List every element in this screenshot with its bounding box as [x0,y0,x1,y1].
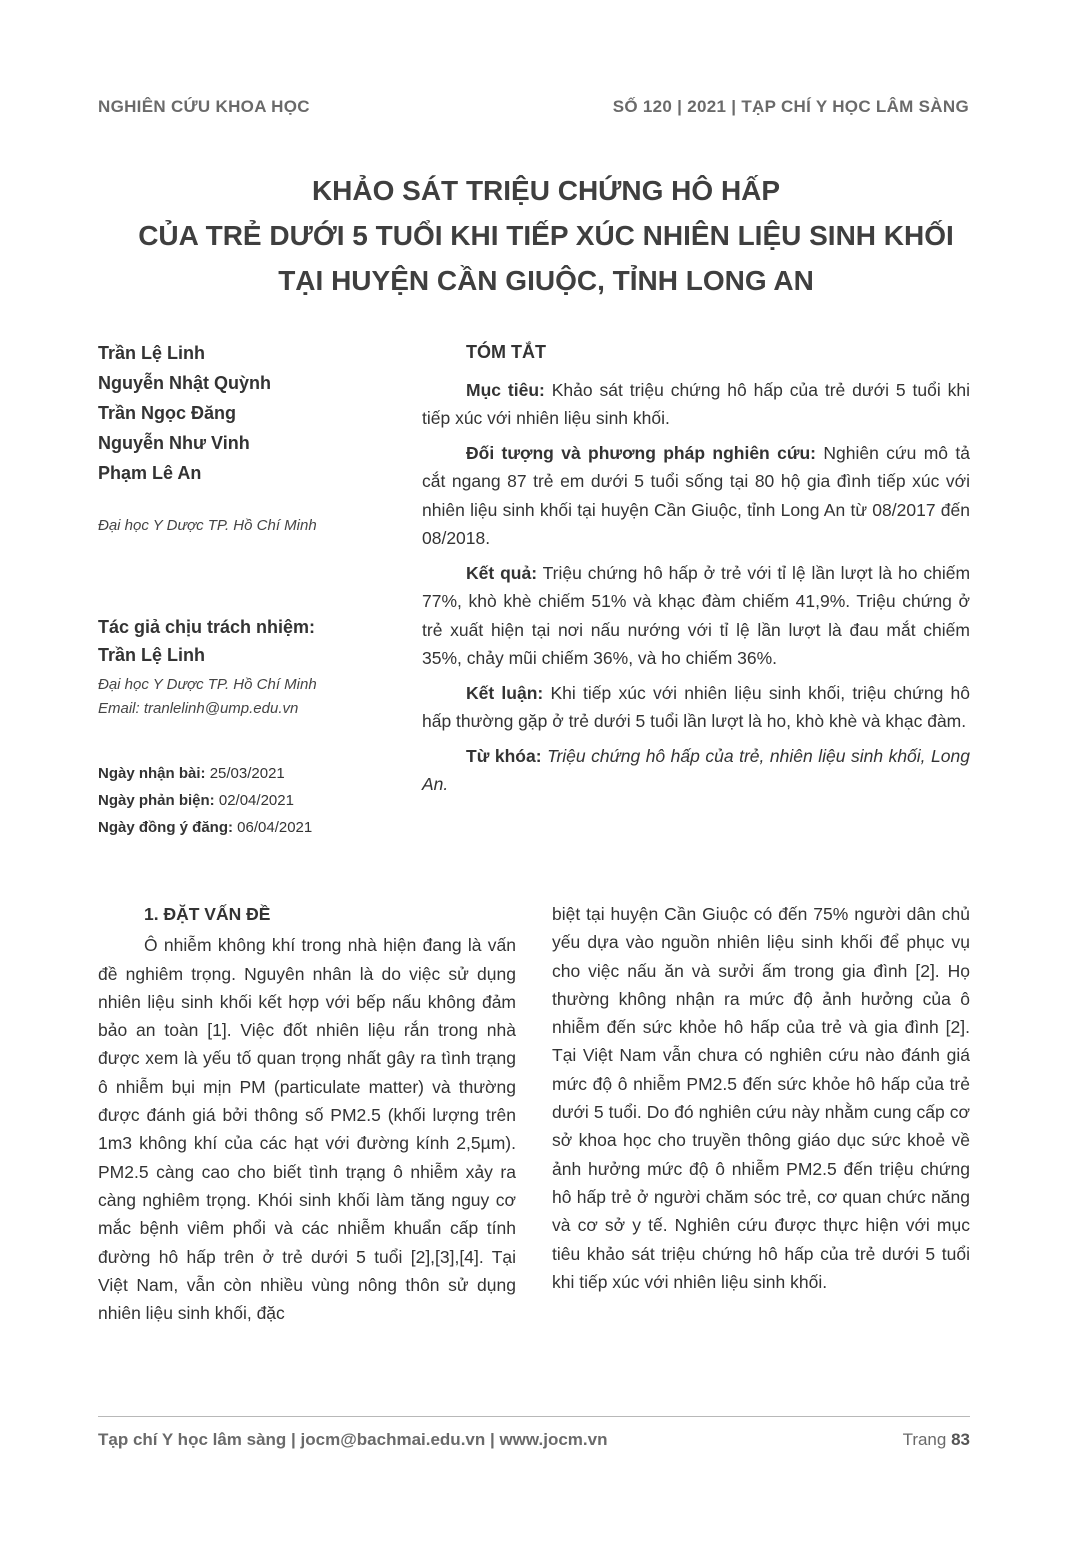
author-name: Trần Ngọc Đăng [98,403,237,423]
footer-divider [98,1416,970,1417]
corresponding-email: Email: tranlelinh@ump.edu.vn [98,700,299,717]
corresponding-info [98,673,388,721]
title-line-3: TẠI HUYỆN CẦN GIUỘC, TỈNH LONG AN [278,265,814,296]
author-affiliation: Đại học Y Dược TP. Hồ Chí Minh [98,517,317,534]
article-title [60,168,1032,303]
body-column-right [552,900,970,1296]
section-heading: 1. ĐẶT VẤN ĐỀ [144,904,271,924]
corresponding-heading: Tác giả chịu trách nhiệm: [98,617,316,637]
date-accepted: Ngày đồng ý đăng: 06/04/2021 [98,819,313,836]
author-list [98,338,388,488]
author-name: Trần Lệ Linh [98,343,206,363]
title-line-1: KHẢO SÁT TRIỆU CHỨNG HÔ HẤP [311,175,781,206]
footer-journal-info: Tạp chí Y học lâm sàng | jocm@bachmai.edu.vn | www.jocm.vn [98,1430,608,1449]
article-dates [98,760,388,841]
abstract-methods: Đối tượng và phương pháp nghiên cứu: Nghiên cứu mô tả cắt ngang 87 trẻ em dưới 5 tuổi sống tại 80 hộ gia đình tiếp xúc với nhiên liệu sinh khối tại huyện Cần Giuộc, tỉnh Long An từ 08/2017 đến 08/2018. [422,442,970,548]
date-received: Ngày nhận bài: 25/03/2021 [98,765,285,782]
abstract-objective: Mục tiêu: Khảo sát triệu chứng hô hấp của trẻ dưới 5 tuổi khi tiếp xúc với nhiên liệu sinh khối. [422,379,970,428]
author-name: Nguyễn Nhật Quỳnh [98,373,272,393]
body-column-left [98,900,516,1327]
author-name: Nguyễn Như Vinh [98,433,250,453]
corresponding-affiliation: Đại học Y Dược TP. Hồ Chí Minh [98,676,317,693]
author-name: Phạm Lê An [98,463,202,483]
abstract-heading: TÓM TẮT [466,342,546,362]
running-header-section: NGHIÊN CỨU KHOA HỌC [98,97,310,116]
page-number: Trang 83 [902,1430,970,1449]
abstract-results: Kết quả: Triệu chứng hô hấp ở trẻ với tỉ lệ lần lượt là ho chiếm 77%, khò khè chiếm 51% và khạc đàm chiếm 41,9%. Triệu chứng ở trẻ xuất hiện tại nơi nấu nướng với tỉ lệ lần lượt là đau mắt chiếm 35%, chảy mũi chiếm 36%, và ho chiếm 36%. [422,562,971,668]
corresponding-author [98,613,388,669]
title-line-2: CỦA TRẺ DƯỚI 5 TUỔI KHI TIẾP XÚC NHIÊN LIỆU SINH KHỐI [138,220,954,251]
running-header-journal: SỐ 120 | 2021 | TẠP CHÍ Y HỌC LÂM SÀNG [612,97,969,116]
corresponding-name: Trần Lệ Linh [98,645,206,665]
abstract-conclusion: Kết luận: Khi tiếp xúc với nhiên liệu sinh khối, triệu chứng hô hấp thường gặp ở trẻ dưới 5 tuổi lần lượt là ho, khò khè và khạc đàm. [422,682,970,731]
abstract [422,338,970,805]
date-review: Ngày phản biện: 02/04/2021 [98,792,294,809]
body-paragraph: biệt tại huyện Cần Giuộc có đến 75% người dân chủ yếu dựa vào nguồn nhiên liệu sinh khối để phục vụ cho việc nấu ăn và sưởi ấm trong gia đình [2]. Họ thường không nhận ra mức độ ảnh hưởng của ô nhiễm đến sức khỏe hô hấp của trẻ và gia đình [2]. Tại Việt Nam vẫn chưa có nghiên cứu nào đánh giá mức độ ô nhiễm PM2.5 đến sức khỏe hô hấp của trẻ dưới 5 tuổi. Do đó nghiên cứu này nhằm cung cấp cơ sở khoa học cho truyền thông giáo dục sức khoẻ về ảnh hưởng mức độ ô nhiễm PM2.5 đến triệu chứng hô hấp trẻ ở người chăm sóc trẻ, cơ quan chức năng và cơ sở y tế. Nghiên cứu được thực hiện với mục tiêu khảo sát triệu chứng hô hấp của trẻ dưới 5 tuổi khi tiếp xúc với nhiên liệu sinh khối. [552,904,970,1292]
abstract-keywords: Từ khóa: Triệu chứng hô hấp của trẻ, nhiên liệu sinh khối, Long An. [422,745,970,794]
body-paragraph: Ô nhiễm không khí trong nhà hiện đang là vấn đề nghiêm trọng. Nguyên nhân là do việc sử dụng nhiên liệu sinh khối kết hợp với bếp nấu không đảm bảo an toàn [1]. Việc đốt nhiên liệu rắn trong nhà được xem là yếu tố quan trọng nhất gây ra tình trạng ô nhiễm bụi mịn PM (particulate matter) và thường được đánh giá bởi thông số PM2.5 (khối lượng trên 1m3 không khí của các hạt với đường kính 2,5µm). PM2.5 càng cao cho biết tình trạng ô nhiễm xảy ra càng nghiêm trọng. Khói sinh khối làm tăng nguy cơ mắc bệnh viêm phổi và các nhiễm khuẩn cấp tính đường hô hấp trên ở trẻ dưới 5 tuổi [2],[3],[4]. Tại Việt Nam, vẫn còn nhiều vùng nông thôn sử dụng nhiên liệu sinh khối, đặc [98,935,516,1324]
